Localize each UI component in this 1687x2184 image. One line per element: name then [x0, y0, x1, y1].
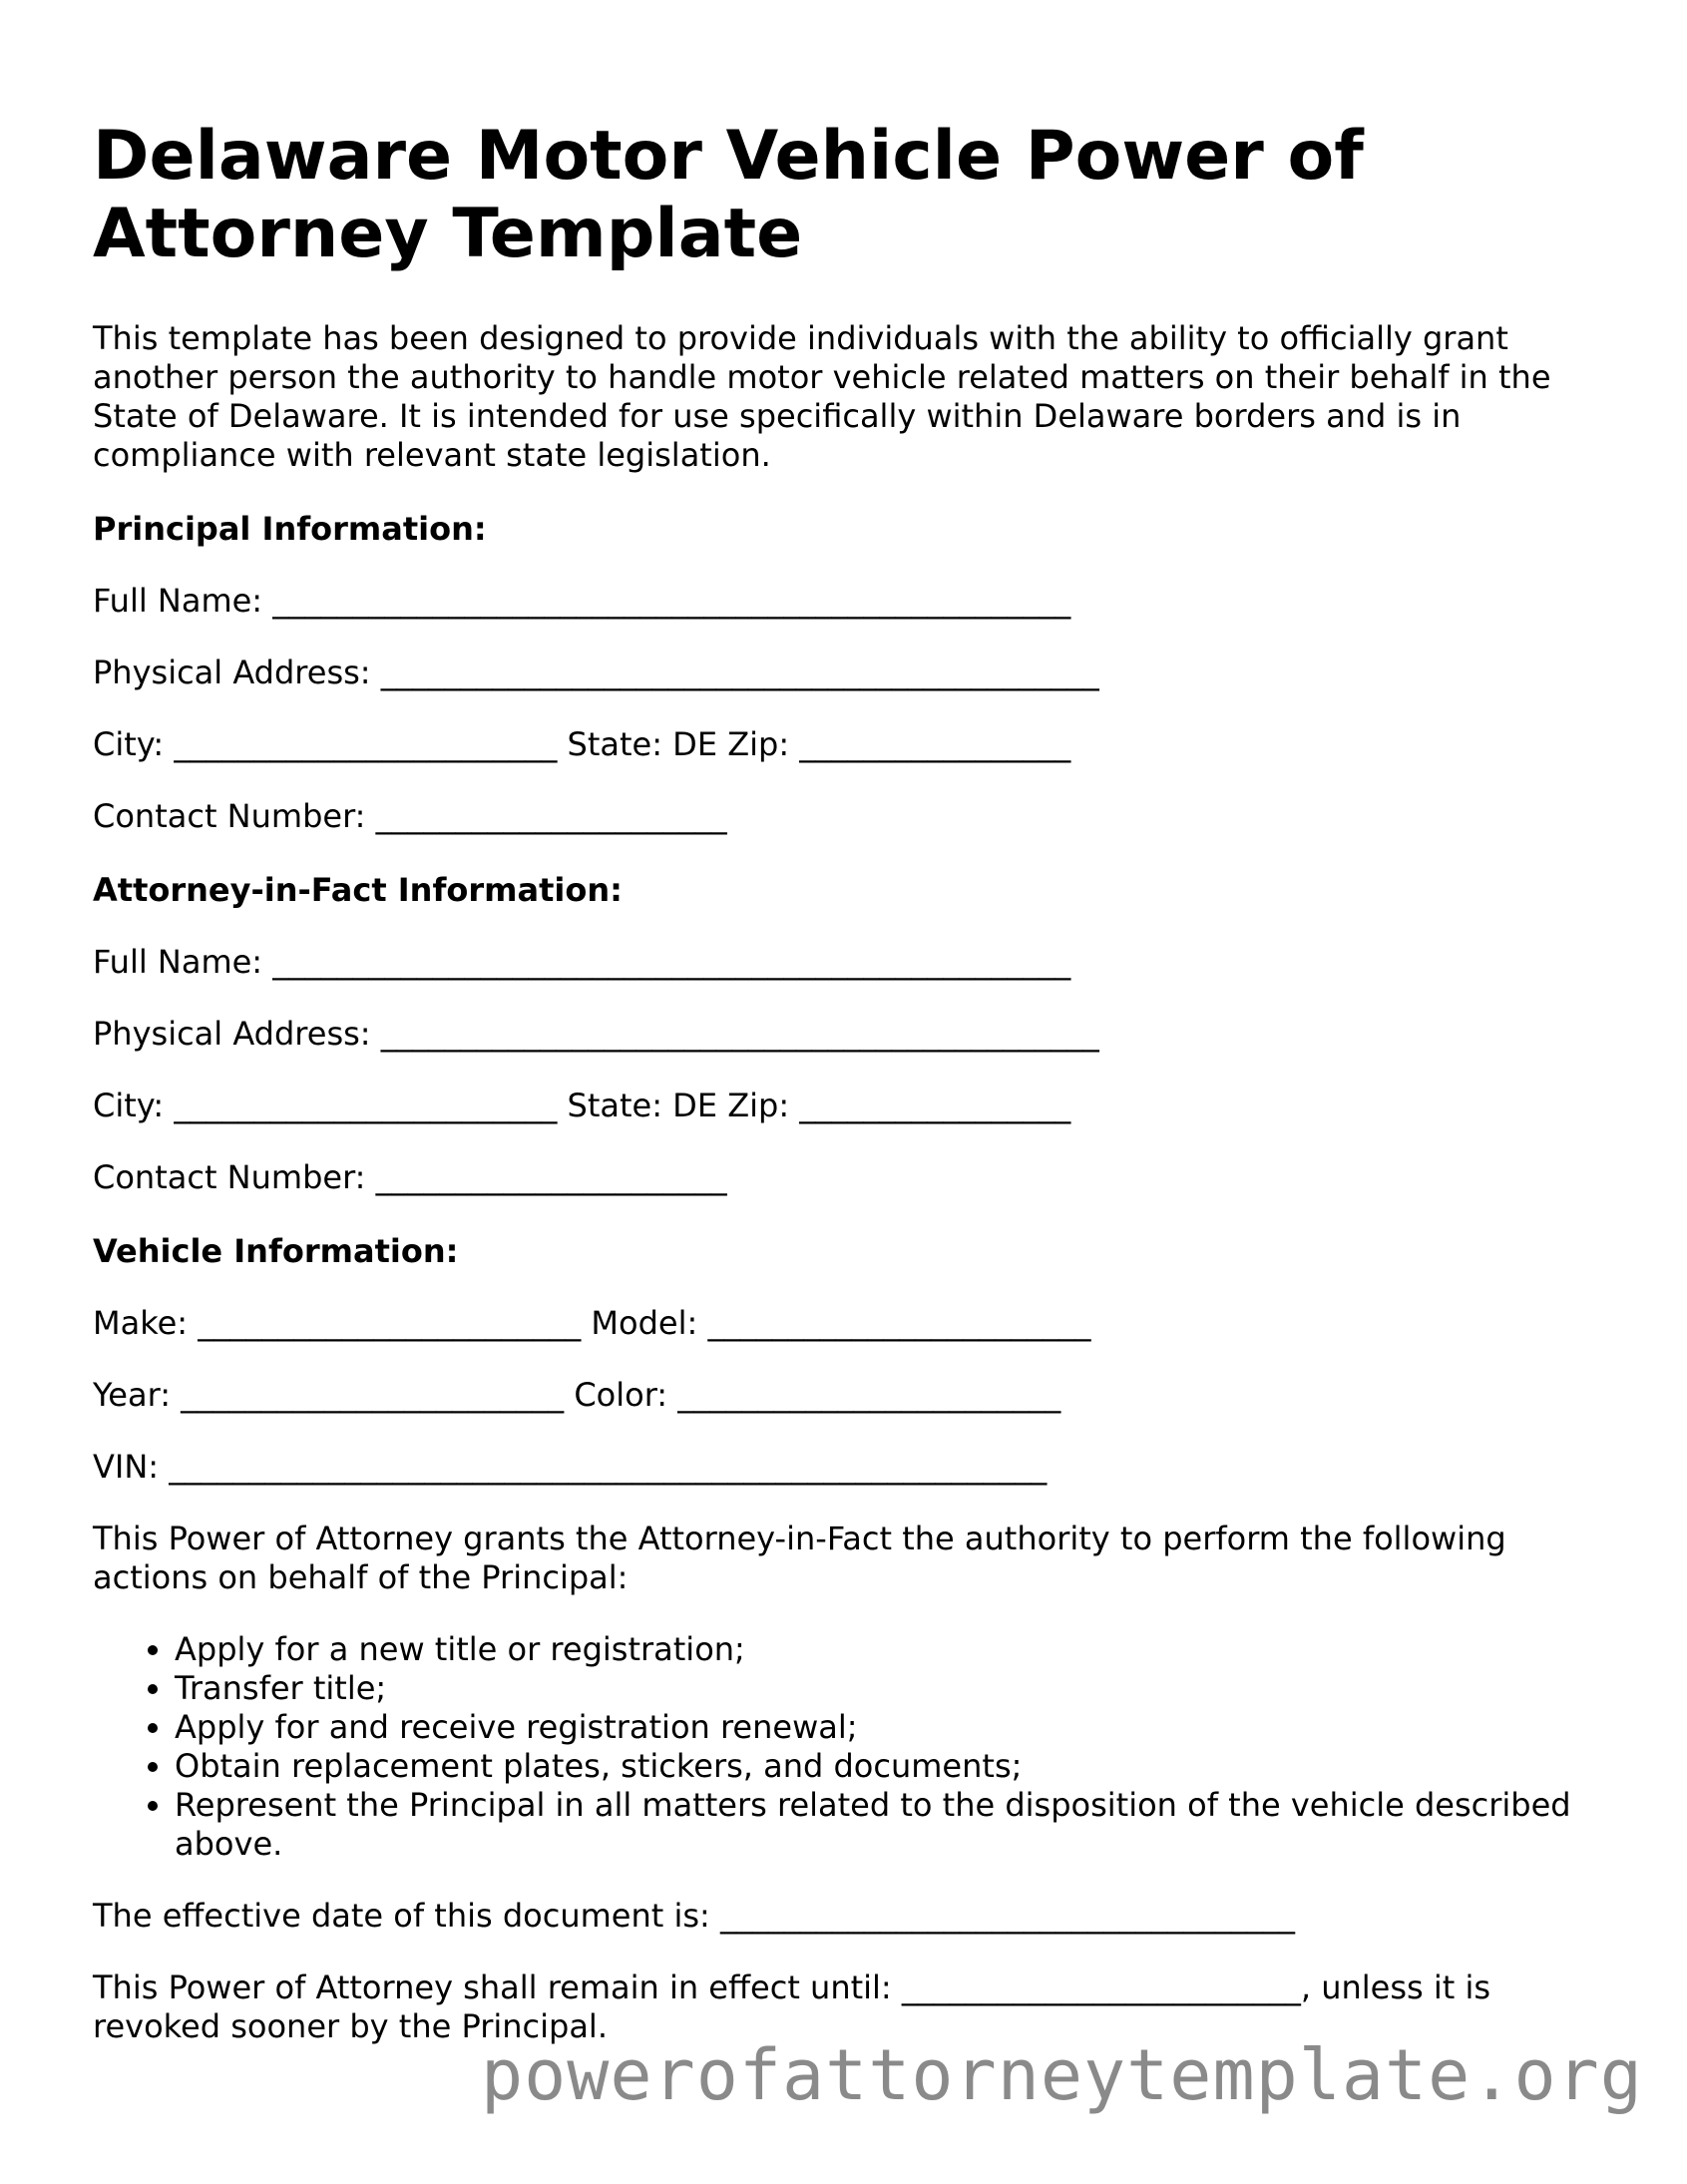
watermark-text: powerofattorneytemplate.org: [481, 2034, 1643, 2116]
list-item: • Represent the Principal in all matters related to the disposition of the vehicle described above.: [175, 1786, 1589, 1864]
list-item: • Transfer title;: [175, 1669, 1589, 1708]
document-title: Delaware Motor Vehicle Power of Attorney Template: [93, 117, 1364, 273]
grant-paragraph: This Power of Attorney grants the Attorney-in-Fact the authority to perform the following actions on behalf of the Principal:: [93, 1520, 1506, 1596]
attorney-contact-field[interactable]: Contact Number: ______________________: [93, 1158, 727, 1196]
attorney-full-name-field[interactable]: Full Name: __________________________________________________: [93, 943, 1071, 981]
principal-full-name-field[interactable]: Full Name: __________________________________________________: [93, 582, 1071, 620]
vehicle-heading: Vehicle Information:: [93, 1232, 459, 1270]
principal-city-state-zip-field[interactable]: City: ________________________ State: DE Zip: _________________: [93, 725, 1071, 763]
actions-list: [93, 1630, 1589, 1864]
principal-address-field[interactable]: Physical Address: _____________________________________________: [93, 654, 1099, 691]
document-page: [93, 118, 1589, 2046]
effective-date-field[interactable]: The effective date of this document is: ____________________________________: [93, 1897, 1295, 1935]
principal-heading: Principal Information:: [93, 510, 487, 548]
remain-in-effect-field[interactable]: This Power of Attorney shall remain in effect until: _________________________, unless it is revoked sooner by the Principal.: [93, 1968, 1491, 2045]
vehicle-year-color-field[interactable]: Year: ________________________ Color: ________________________: [93, 1376, 1061, 1414]
list-item: • Apply for and receive registration renewal;: [175, 1708, 1589, 1747]
principal-contact-field[interactable]: Contact Number: ______________________: [93, 797, 727, 835]
attorney-heading: Attorney-in-Fact Information:: [93, 871, 623, 909]
list-item: • Obtain replacement plates, stickers, and documents;: [175, 1747, 1589, 1786]
vehicle-make-model-field[interactable]: Make: ________________________ Model: ________________________: [93, 1304, 1091, 1342]
intro-paragraph: This template has been designed to provide individuals with the ability to officially grant another person the authority to handle motor vehicle related matters on their behalf in the State of Delaware. It is intended for use specifically within Delaware borders and is in compliance with relevant state legislation.: [93, 319, 1551, 474]
list-item: • Apply for a new title or registration;: [175, 1630, 1589, 1669]
vehicle-vin-field[interactable]: VIN: _______________________________________________________: [93, 1448, 1048, 1486]
attorney-address-field[interactable]: Physical Address: _____________________________________________: [93, 1015, 1099, 1053]
attorney-city-state-zip-field[interactable]: City: ________________________ State: DE Zip: _________________: [93, 1087, 1071, 1124]
